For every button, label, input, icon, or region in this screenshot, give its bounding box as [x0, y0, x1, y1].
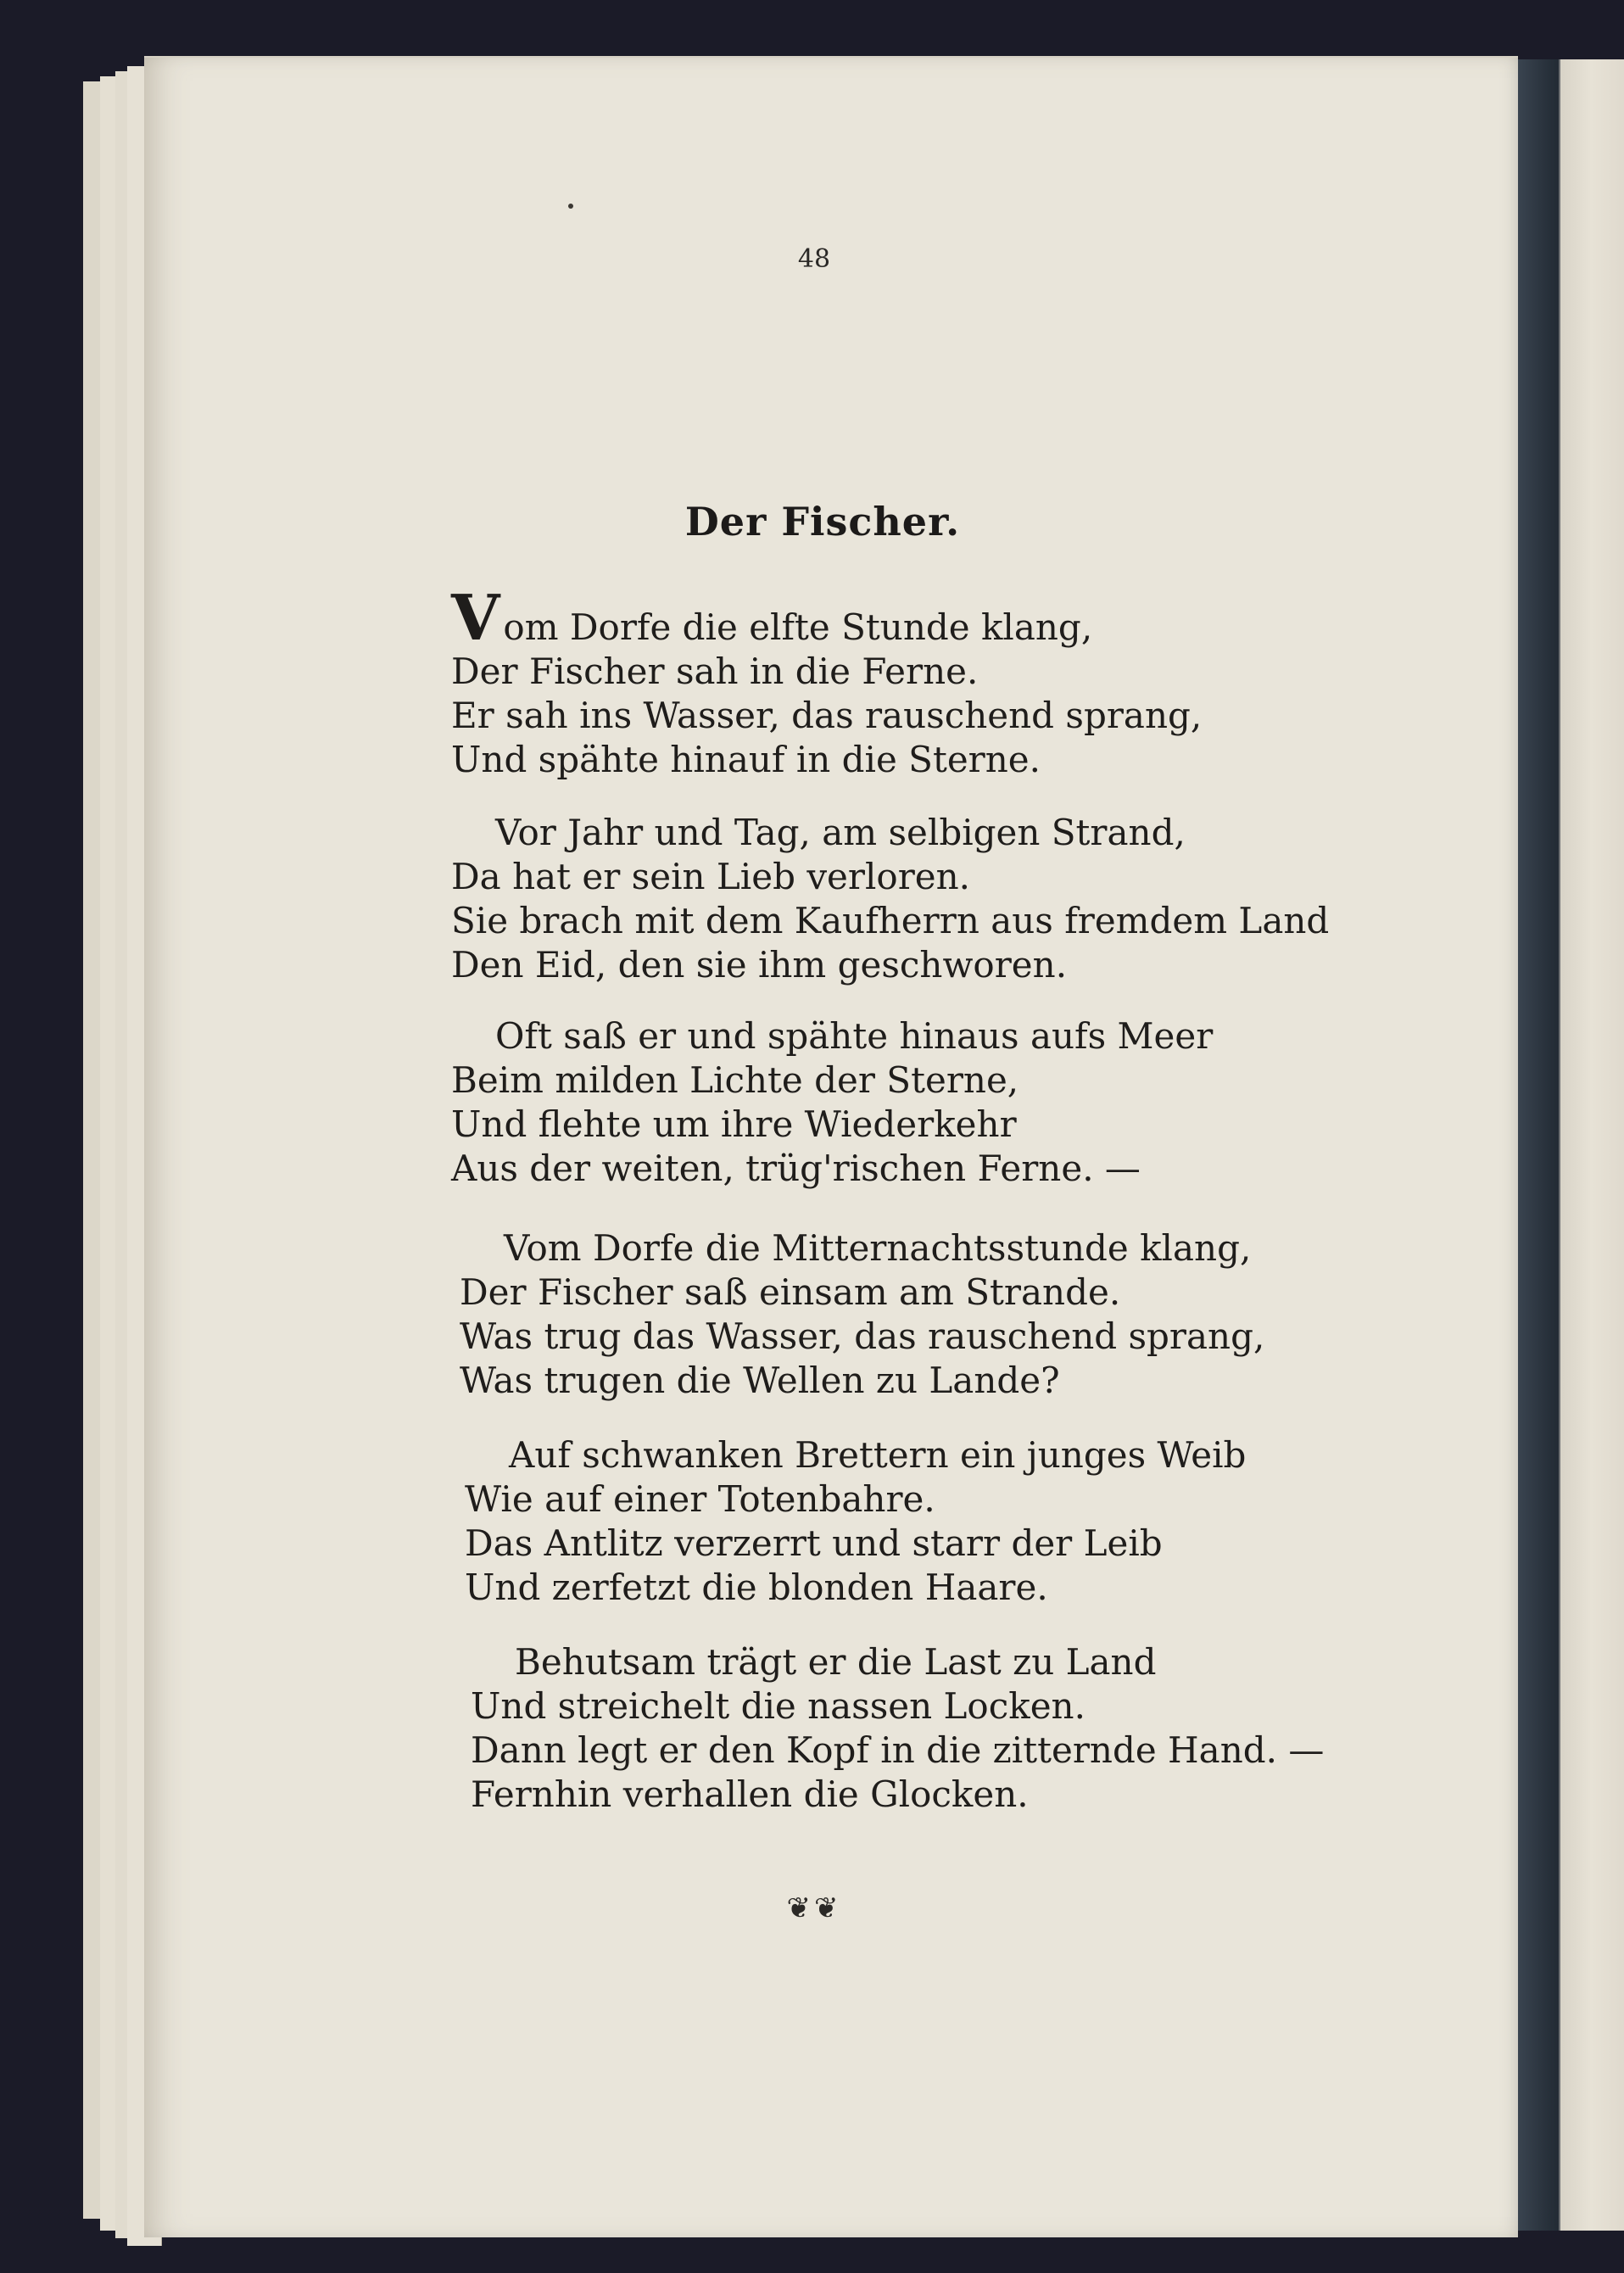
poem-line: Der Fischer saß einsam am Strande.: [460, 1271, 1121, 1313]
stanza-1: [451, 582, 1203, 782]
poem-line: Was trug das Wasser, das rauschend sprang,: [460, 1315, 1265, 1357]
poem-line: Beim milden Lichte der Sterne,: [451, 1059, 1019, 1101]
poem-line: Vom Dorfe die elfte Stunde klang,: [451, 582, 1093, 655]
poem-line: Fernhin verhallen die Glocken.: [471, 1773, 1029, 1815]
stanza-4: [460, 1226, 1264, 1403]
drop-cap: V: [451, 582, 500, 655]
poem-title: Der Fischer.: [684, 499, 961, 545]
ornament-icon: ❦❦: [786, 1891, 842, 1925]
poem-line: Was trugen die Wellen zu Lande?: [460, 1360, 1060, 1401]
poem-line: Vom Dorfe die Mitternachtsstunde klang,: [504, 1227, 1252, 1269]
poem-line: Er sah ins Wasser, das rauschend sprang,: [451, 695, 1203, 736]
stanza-6: [471, 1640, 1324, 1817]
poem-line: Sie brach mit dem Kaufherrn aus fremdem Land: [451, 900, 1330, 941]
poem-line: Da hat er sein Lieb verloren.: [451, 856, 971, 897]
book-page: [144, 56, 1518, 2237]
stanza-3: [451, 1014, 1213, 1191]
page-number: 48: [797, 244, 831, 274]
poem-line: Den Eid, den sie ihm geschworen.: [451, 944, 1068, 986]
poem-line: Dann legt er den Kopf in die zitternde Hand. —: [471, 1729, 1325, 1771]
poem-line: Wie auf einer Totenbahre.: [465, 1478, 935, 1520]
poem-line: Aus der weiten, trüg'rischen Ferne. —: [451, 1148, 1141, 1189]
poem-line: Und zerfetzt die blonden Haare.: [465, 1567, 1048, 1608]
next-page-edge: [1559, 59, 1624, 2231]
poem-line: Der Fischer sah in die Ferne.: [451, 651, 979, 692]
poem-line: Und flehte um ihre Wiederkehr: [451, 1103, 1017, 1145]
stanza-2: [451, 811, 1329, 987]
poem-line: Oft saß er und spähte hinaus aufs Meer: [495, 1015, 1214, 1057]
poem-line: Und spähte hinauf in die Sterne.: [451, 739, 1041, 780]
poem-line: Und streichelt die nassen Locken.: [471, 1685, 1085, 1727]
poem-line: Vor Jahr und Tag, am selbigen Strand,: [495, 812, 1186, 853]
ink-speck: [568, 204, 573, 209]
poem-line: Auf schwanken Brettern ein junges Weib: [509, 1434, 1247, 1476]
stanza-5: [465, 1433, 1246, 1610]
poem-line: Das Antlitz verzerrt und starr der Leib: [465, 1522, 1163, 1564]
poem-line: Behutsam trägt er die Last zu Land: [515, 1641, 1157, 1683]
